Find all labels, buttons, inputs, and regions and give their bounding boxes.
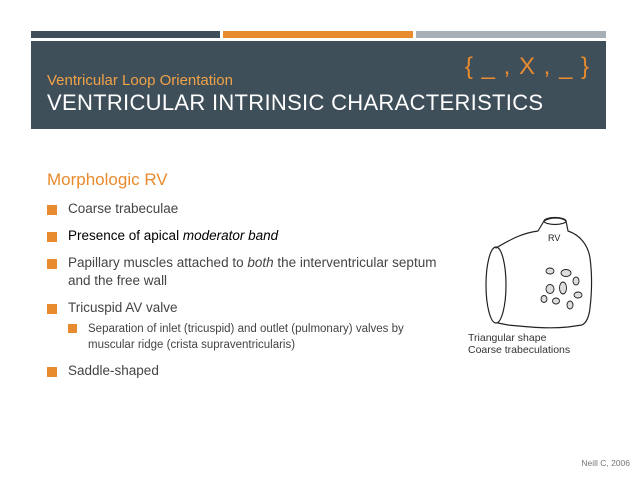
bullet-list [47,200,447,380]
sub-bullet-item [68,321,447,353]
sub-bullet-text: Separation of inlet (tricuspid) and outlet (pulmonary) valves by muscular ridge (crista supraventricularis) [88,323,404,351]
bullet-emphasis: both [247,255,274,270]
rv-valve-opening [486,247,506,323]
slide-content [47,170,447,389]
trabeculation-mark [567,301,573,309]
rv-label: RV [548,233,561,243]
brand-logo: { _ , X , _ } [464,53,590,80]
bullet-square-icon [47,232,57,242]
trabeculations-group [541,268,582,309]
slide-header [31,41,606,129]
bullet-item [47,200,447,218]
bullet-text: Tricuspid AV valve [68,300,178,315]
accent-bar-dark [31,31,220,38]
bullet-item [47,227,447,245]
bullet-item [47,362,447,380]
accent-bar-gray [416,31,606,38]
bullet-emphasis: moderator band [182,228,279,243]
sub-bullet-square-icon [68,324,77,333]
caption-line: Triangular shape [468,332,547,344]
trabeculation-mark [546,285,554,294]
figure-caption [468,332,570,356]
slide-title: VENTRICULAR INTRINSIC CHARACTERISTICS [47,90,544,115]
slide-subtitle: Ventricular Loop Orientation [47,72,233,89]
caption-line: Coarse trabeculations [468,344,571,356]
section-heading: Morphologic RV [47,170,168,189]
trabeculation-mark [561,270,571,277]
bullet-text: Presence of apical [68,228,183,243]
trabeculation-mark [560,282,567,294]
bullet-text: Papillary muscles attached to [68,255,248,270]
rv-outline [496,218,592,328]
trabeculation-mark [553,298,560,304]
bullet-item [47,254,447,290]
bullet-text: the interventricular septum and the free wall [68,255,437,288]
bullet-square-icon [47,259,57,269]
trabeculation-mark [541,296,547,303]
trabeculation-mark [546,268,554,274]
trabeculation-mark [574,292,582,298]
bullet-text: Coarse trabeculae [68,201,179,216]
trabeculation-mark [573,277,579,285]
bullet-text: Saddle-shaped [68,363,159,378]
bullet-square-icon [47,205,57,215]
bullet-square-icon [47,367,57,377]
bullet-square-icon [47,304,57,314]
citation: Neill C, 2006 [581,458,630,468]
accent-bar-orange [223,31,413,38]
bullet-item [47,299,447,353]
